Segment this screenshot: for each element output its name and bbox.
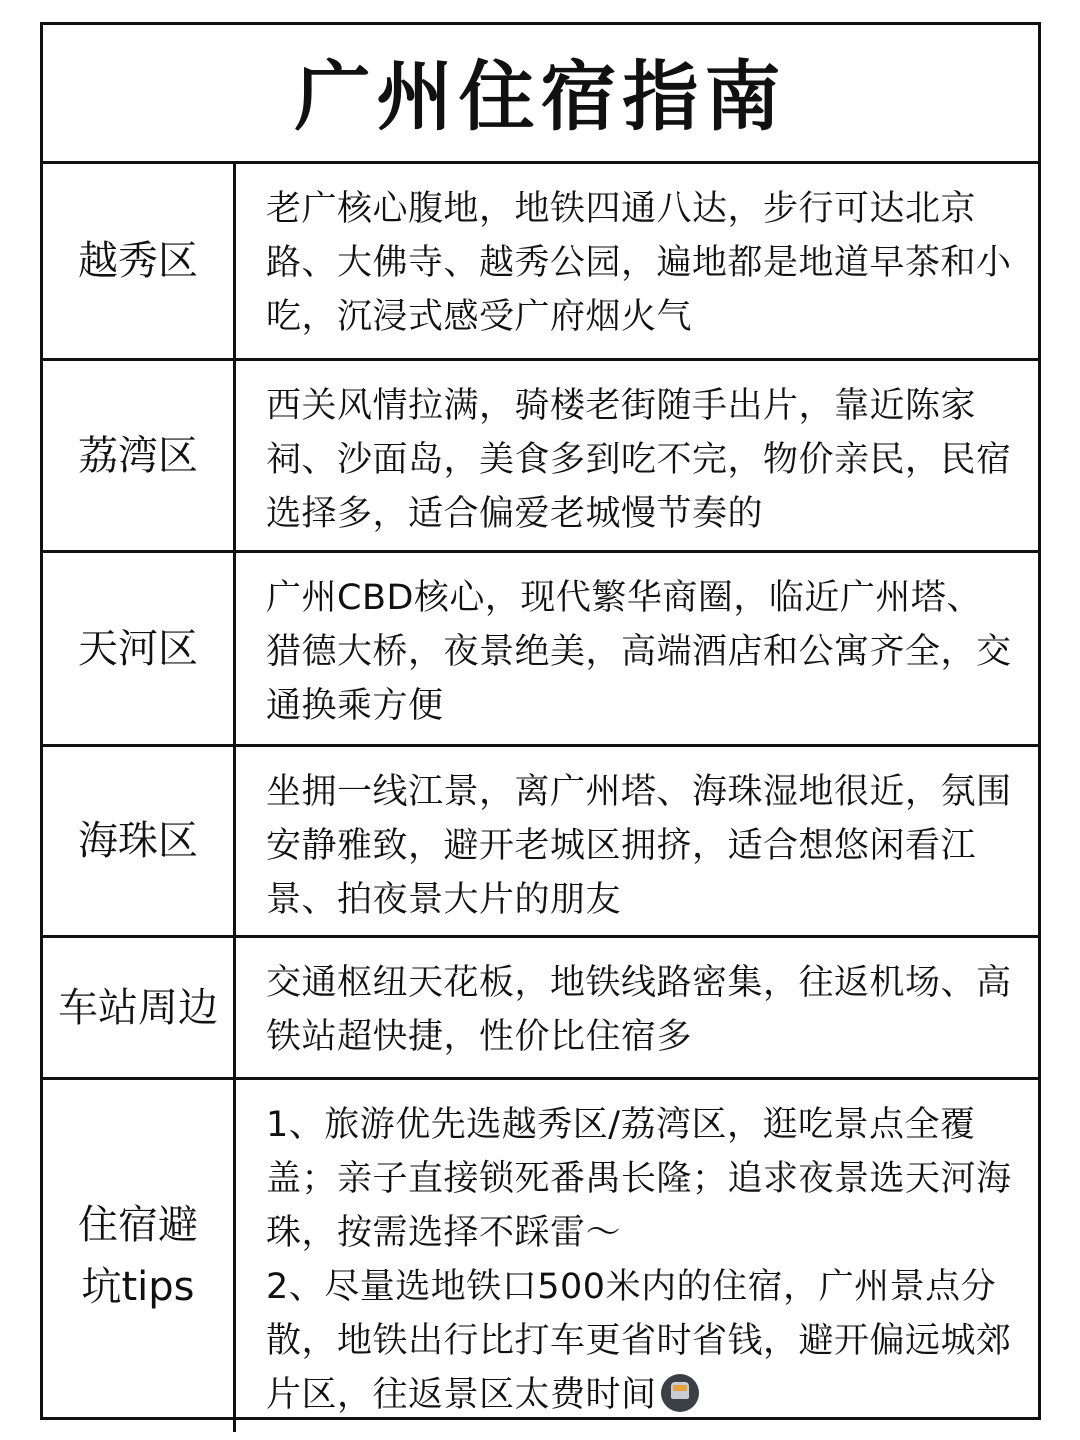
- table-row-station-area: [43, 938, 1038, 1080]
- tips-label: [43, 1080, 236, 1432]
- district-label: 越秀区: [43, 164, 236, 358]
- district-description: 西关风情拉满，骑楼老街随手出片，靠近陈家祠、沙面岛，美食多到吃不完，物价亲民，民宿选择多，适合偏爱老城慢节奏的: [266, 386, 1012, 534]
- district-label: 天河区: [43, 553, 236, 744]
- table-row-liwan: [43, 361, 1038, 553]
- metro-train-icon: [661, 1374, 699, 1412]
- table-row-tianhe: [43, 553, 1038, 747]
- district-description: 广州CBD核心，现代繁华商圈，临近广州塔、猎德大桥，夜景绝美，高端酒店和公寓齐全，交通换乘方便: [266, 578, 1012, 726]
- page-title: 广州住宿指南: [294, 51, 787, 141]
- tip-item-1: 1、旅游优先选越秀区/荔湾区，逛吃景点全覆盖；亲子直接锁死番禺长隆；追求夜景选天河海珠，按需选择不踩雷～: [266, 1105, 1012, 1253]
- district-label: 荔湾区: [43, 361, 236, 550]
- tip-item-2: [266, 1260, 1016, 1422]
- title-row: [43, 25, 1038, 164]
- table-row-tips: [43, 1080, 1038, 1432]
- table-row-yuexiu: [43, 164, 1038, 361]
- district-description: 坐拥一线江景，离广州塔、海珠湿地很近，氛围安静雅致，避开老城区拥挤，适合想悠闲看江景、拍夜景大片的朋友: [266, 772, 1012, 920]
- tips-label-line2: 坑tips: [81, 1264, 195, 1310]
- tips-content: [236, 1080, 1038, 1432]
- district-description: 交通枢纽天花板，地铁线路密集，往返机场、高铁站超快捷，性价比住宿多: [266, 963, 1012, 1057]
- table-row-haizhu: [43, 747, 1038, 938]
- district-label: 海珠区: [43, 747, 236, 935]
- tip-item-2-text: 2、尽量选地铁口500米内的住宿，广州景点分散，地铁出行比打车更省时省钱，避开偏远城郊片区，往返景区太费时间: [266, 1267, 1012, 1415]
- district-description: 老广核心腹地，地铁四通八达，步行可达北京路、大佛寺、越秀公园，遍地都是地道早茶和小吃，沉浸式感受广府烟火气: [266, 189, 1012, 337]
- tips-label-line1: 住宿避: [78, 1202, 198, 1248]
- district-label: 车站周边: [43, 938, 236, 1077]
- guide-table: [40, 22, 1041, 1420]
